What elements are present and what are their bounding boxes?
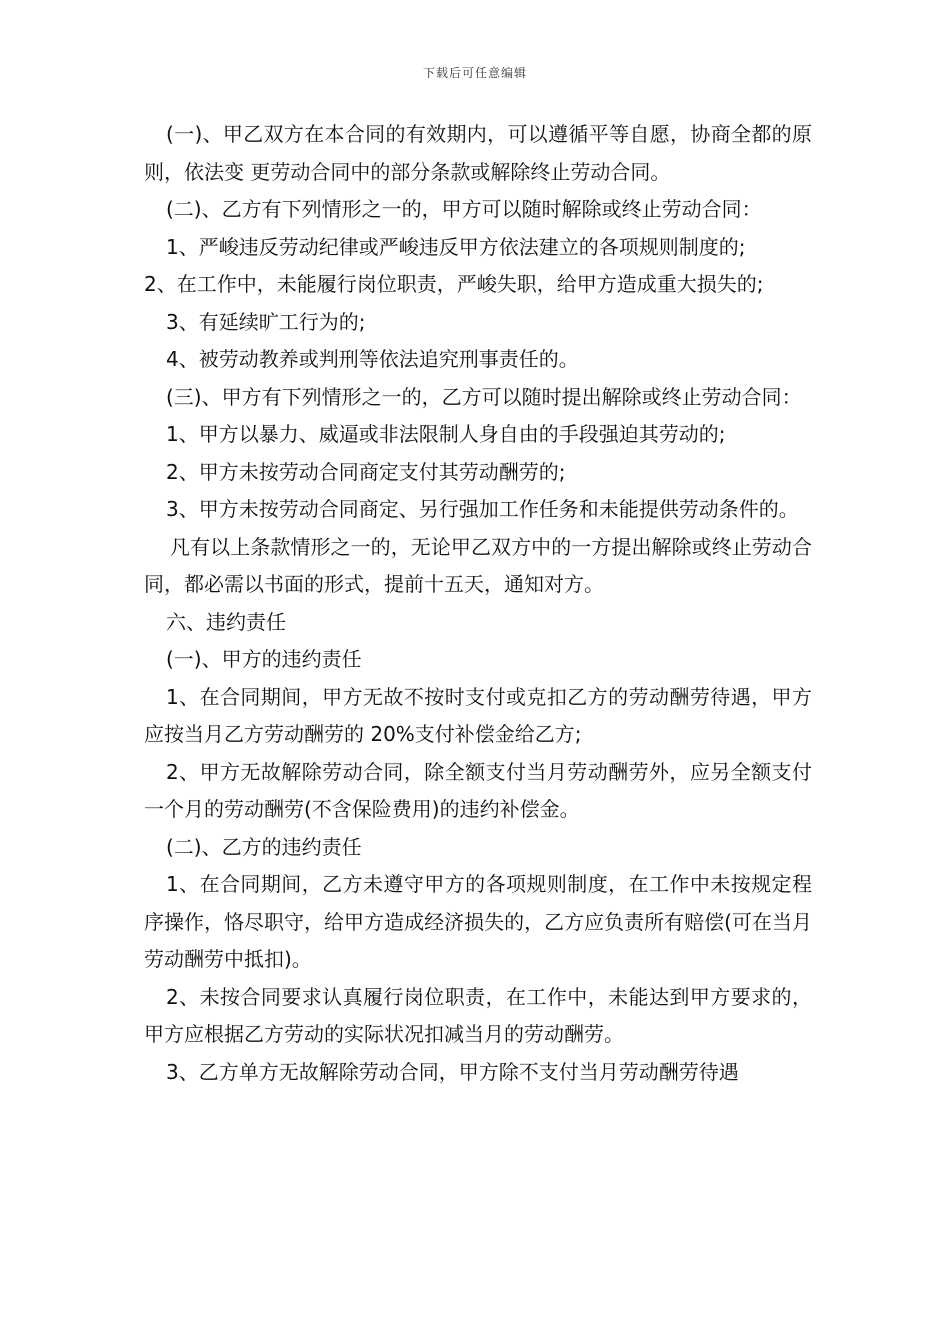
page-header-note: 下载后可任意编辑 [422,66,527,80]
paragraph: 2、在工作中，未能履行岗位职责，严峻失职，给甲方造成重大损失的; [144,272,764,296]
paragraph: 1、在合同期间，乙方未遵守甲方的各项规则制度，在工作中未按规定程序操作，恪尽职守，给甲方造成经济损失的，乙方应负责所有赔偿(可在当月劳动酬劳中抵扣)。 [144,872,812,971]
paragraph: 2、甲方无故解除劳动合同，除全额支付当月劳动酬劳外，应另全额支付一个月的劳动酬劳(不含保险费用)的违约补偿金。 [144,759,812,821]
paragraph: (二)、乙方的违约责任 [166,834,362,859]
paragraph: (一)、甲方的违约责任 [166,647,362,671]
paragraph: (二)、乙方有下列情形之一的，甲方可以随时解除或终止劳动合同： [166,197,762,221]
paragraph: 1、在合同期间，甲方无故不按时支付或克扣乙方的劳动酬劳待遇，甲方应按当月乙方劳动酬劳的 20%支付补偿金给乙方; [144,684,812,746]
paragraph: 1、严峻违反劳动纪律或严峻违反甲方依法建立的各项规则制度的; [166,234,746,259]
paragraph: 六、违约责任 [166,609,286,634]
paragraph: 凡有以上条款情形之一的，无论甲乙双方中的一方提出解除或终止劳动合同，都必需以书面的形式，提前十五天，通知对方。 [144,534,812,596]
paragraph: 2、甲方未按劳动合同商定支付其劳动酬劳的; [166,459,566,484]
paragraph: 3、有延续旷工行为的; [166,309,366,334]
paragraph: (一)、甲乙双方在本合同的有效期内，可以遵循平等自愿，协商全都的原则，依法变 更劳动合同中的部分条款或解除终止劳动合同。 [144,122,812,184]
paragraph: 2、未按合同要求认真履行岗位职责，在工作中，未能达到甲方要求的，甲方应根据乙方劳动的实际状况扣减当月的劳动酬劳。 [144,984,812,1046]
paragraph: 3、乙方单方无故解除劳动合同，甲方除不支付当月劳动酬劳待遇 [166,1059,739,1084]
document-body [144,116,812,1091]
paragraph: 3、甲方未按劳动合同商定、另行强加工作任务和未能提供劳动条件的。 [166,497,799,521]
paragraph: 4、被劳动教养或判刑等依法追究刑事责任的。 [166,347,579,371]
paragraph: 1、甲方以暴力、威逼或非法限制人身自由的手段强迫其劳动的; [166,422,726,446]
paragraph: (三)、甲方有下列情形之一的，乙方可以随时提出解除或终止劳动合同： [166,384,802,409]
